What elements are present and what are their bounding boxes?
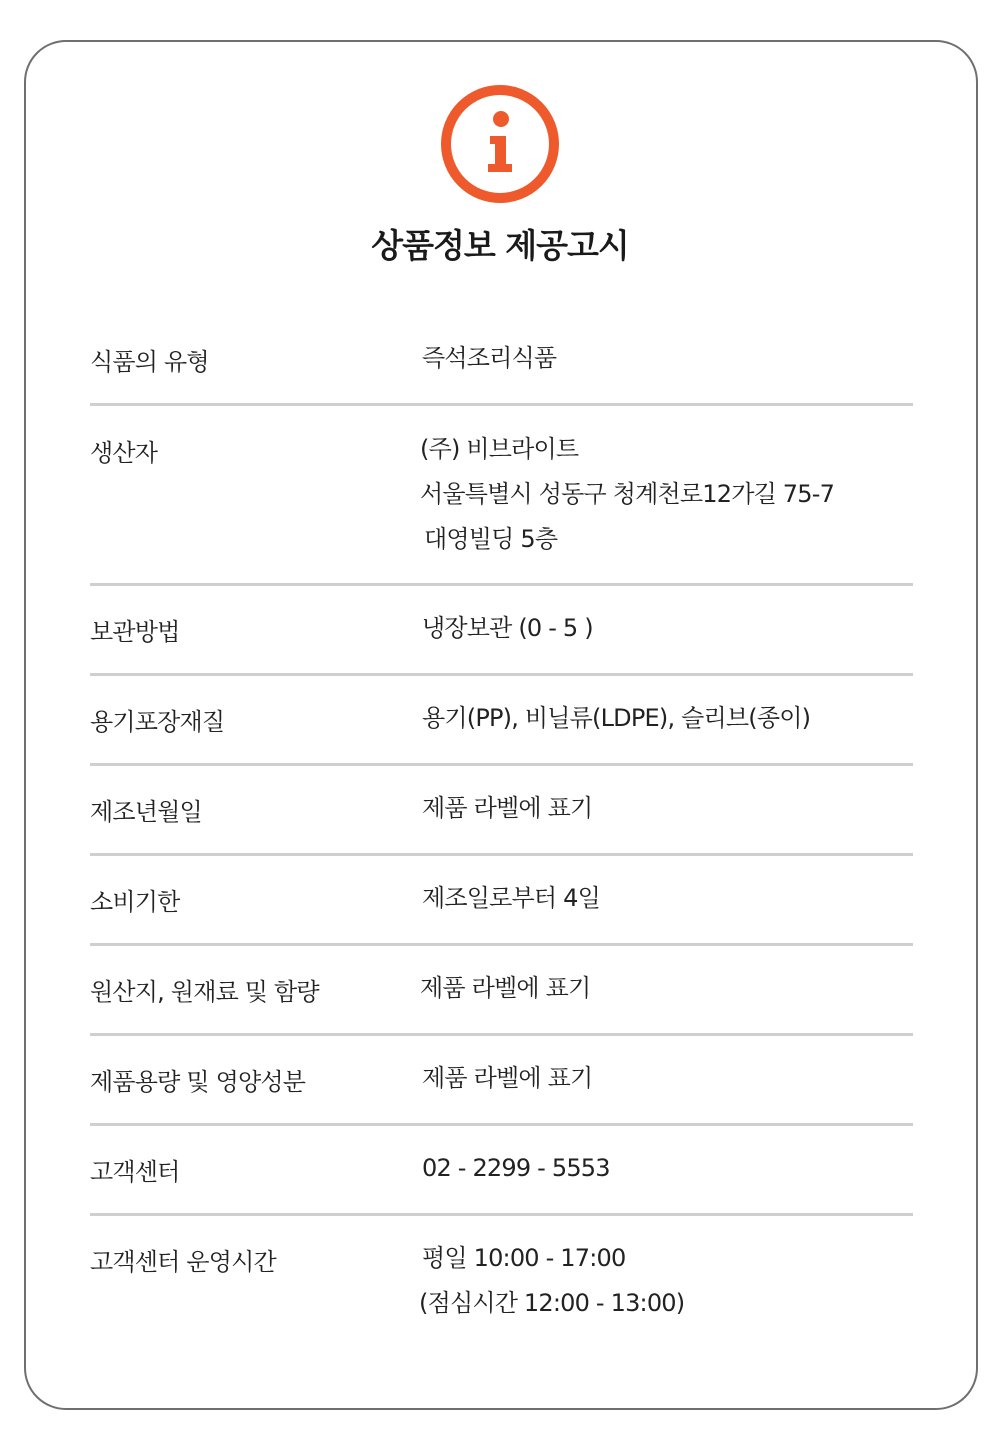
row-label: 제품용량 및 영양성분: [90, 1068, 306, 1096]
row-value: 제품 라벨에 표기: [422, 794, 593, 822]
row-label: 용기포장재질: [90, 708, 225, 736]
table-row: [90, 586, 913, 676]
row-value: 평일 10:00 - 17:00 (점심시간 12:00 - 13:00): [419, 1244, 685, 1317]
row-value: 제품 라벨에 표기: [420, 974, 591, 1002]
row-value: 제품 라벨에 표기: [422, 1064, 593, 1092]
table-row: [90, 1216, 913, 1346]
row-label: 보관방법: [90, 618, 180, 646]
row-label: 생산자: [90, 439, 158, 467]
table-row: [90, 946, 913, 1036]
table-row: [90, 316, 913, 406]
page-title: 상품정보 제공고시: [371, 226, 629, 265]
row-value: 즉석조리식품: [422, 344, 557, 372]
info-table: [90, 316, 913, 1346]
info-icon: [440, 84, 560, 204]
row-value: 냉장보관 (0 - 5 ): [422, 614, 593, 642]
table-row: [90, 676, 913, 766]
row-value: 용기(PP), 비닐류(LDPE), 슬리브(종이): [422, 704, 811, 732]
row-label: 소비기한: [90, 888, 180, 916]
table-row: [90, 406, 913, 586]
row-label: 식품의 유형: [90, 348, 209, 376]
row-value: 02 - 2299 - 5553: [422, 1154, 610, 1182]
row-label: 원산지, 원재료 및 함량: [90, 978, 319, 1006]
table-row: [90, 856, 913, 946]
row-value: (주) 비브라이트 서울특별시 성동구 청계천로12가길 75-7 대영빌딩 5층: [420, 435, 835, 553]
row-value: 제조일로부터 4일: [422, 884, 600, 912]
table-row: [90, 1126, 913, 1216]
row-label: 제조년월일: [90, 798, 202, 826]
row-label: 고객센터 운영시간: [90, 1248, 276, 1276]
row-label: 고객센터: [90, 1158, 180, 1186]
table-row: [90, 766, 913, 856]
table-row: [90, 1036, 913, 1126]
